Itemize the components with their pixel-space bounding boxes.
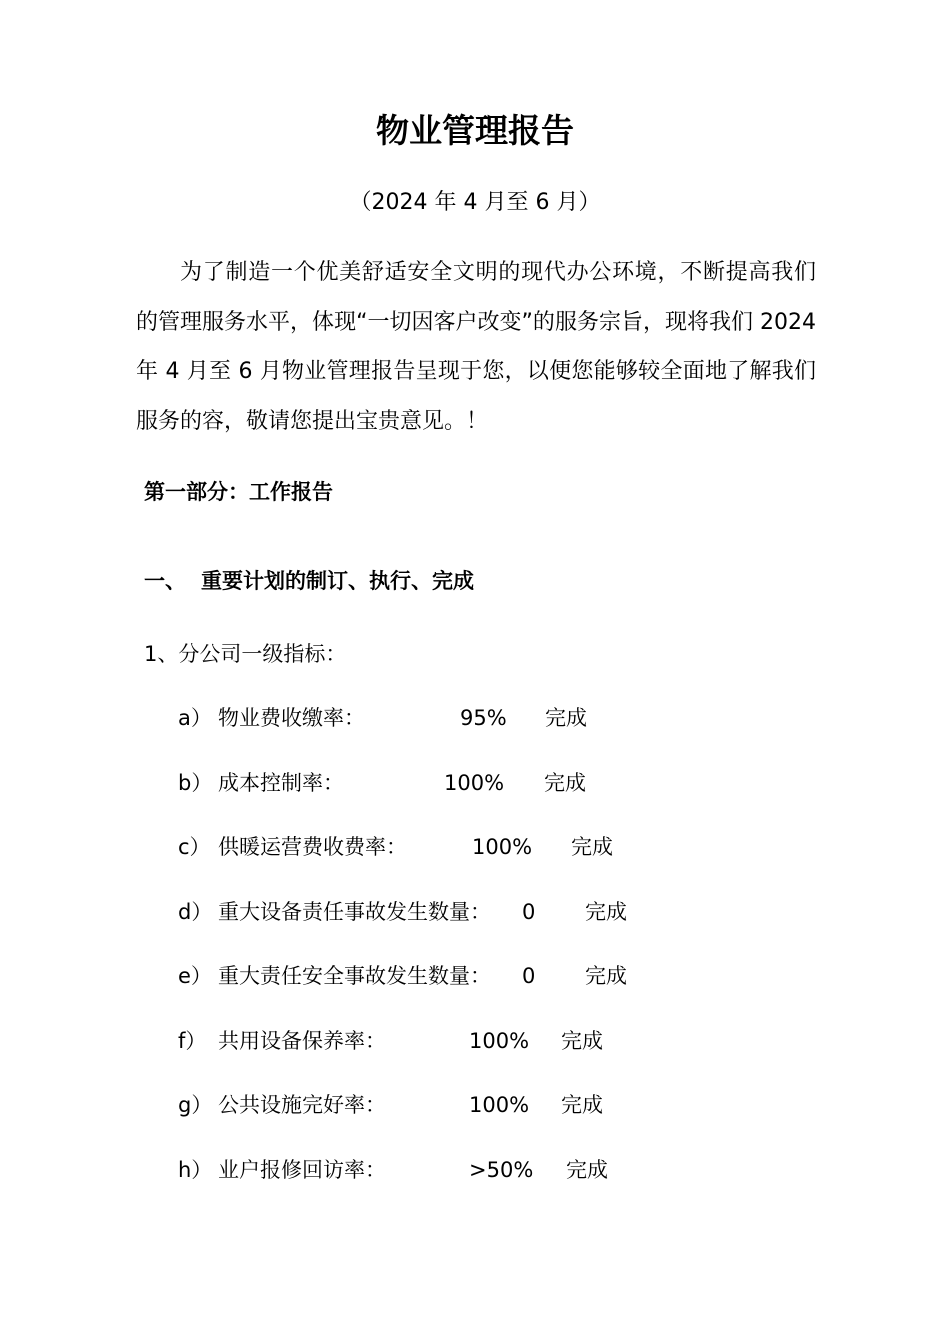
metric-status: 完成 [561,1029,603,1053]
metric-value: 0 [522,964,536,988]
metric-item [178,959,738,993]
metric-marker: h） [178,1158,213,1182]
metric-value: 0 [522,900,536,924]
metric-marker: d） [178,900,213,924]
intro-paragraph: 为了制造一个优美舒适安全文明的现代办公环境，不断提高我们的管理服务水平，体现“一切因客户改变”的服务宗旨，现将我们 2024 年 4 月至 6 月物业管理报告呈现于您，以便您能够较全面地了解我们服务的容，敬请您提出宝贵意见。！ [136,260,816,434]
metric-marker: g） [178,1093,213,1117]
metric-value: 100% [469,1093,530,1117]
metric-item [178,1024,738,1058]
metric-marker: e） [178,964,212,988]
metric-label: 共用设备保养率： [218,1029,386,1053]
metric-status: 完成 [545,706,587,730]
metric-item [178,701,738,735]
metric-label: 业户报修回访率： [218,1158,386,1182]
metric-marker: b） [178,771,213,795]
metric-marker: a） [178,706,212,730]
metric-marker: f） [178,1029,207,1053]
part-heading: 第一部分：工作报告 [144,480,333,504]
metric-status: 完成 [571,835,613,859]
metric-item [178,895,738,929]
metric-status: 完成 [544,771,586,795]
section-heading [144,564,474,598]
metric-value: 95% [460,706,507,730]
metric-item [178,1153,738,1187]
metric-label: 成本控制率： [218,771,344,795]
metric-label: 供暖运营费收费率： [218,835,407,859]
metric-marker: c） [178,835,211,859]
section-number: 一、 [144,569,186,593]
section-title: 重要计划的制订、执行、完成 [201,569,474,593]
metric-value: 100% [469,1029,530,1053]
metric-item [178,830,738,864]
metric-label: 公共设施完好率： [218,1093,386,1117]
metric-item [178,1088,738,1122]
metric-status: 完成 [566,1158,608,1182]
metric-value: 100% [472,835,533,859]
metric-label: 重大责任安全事故发生数量： [218,964,491,988]
metric-label: 物业费收缴率： [218,706,365,730]
document-title: 物业管理报告 [376,111,574,150]
metric-status: 完成 [585,900,627,924]
metric-value: >50% [469,1158,534,1182]
document-subtitle: （2024 年 4 月至 6 月） [349,190,601,215]
metric-label: 重大设备责任事故发生数量： [218,900,491,924]
metric-value: 100% [444,771,505,795]
metric-item [178,766,738,800]
metric-status: 完成 [585,964,627,988]
metric-status: 完成 [561,1093,603,1117]
subsection-heading: 1、分公司一级指标： [144,642,347,666]
